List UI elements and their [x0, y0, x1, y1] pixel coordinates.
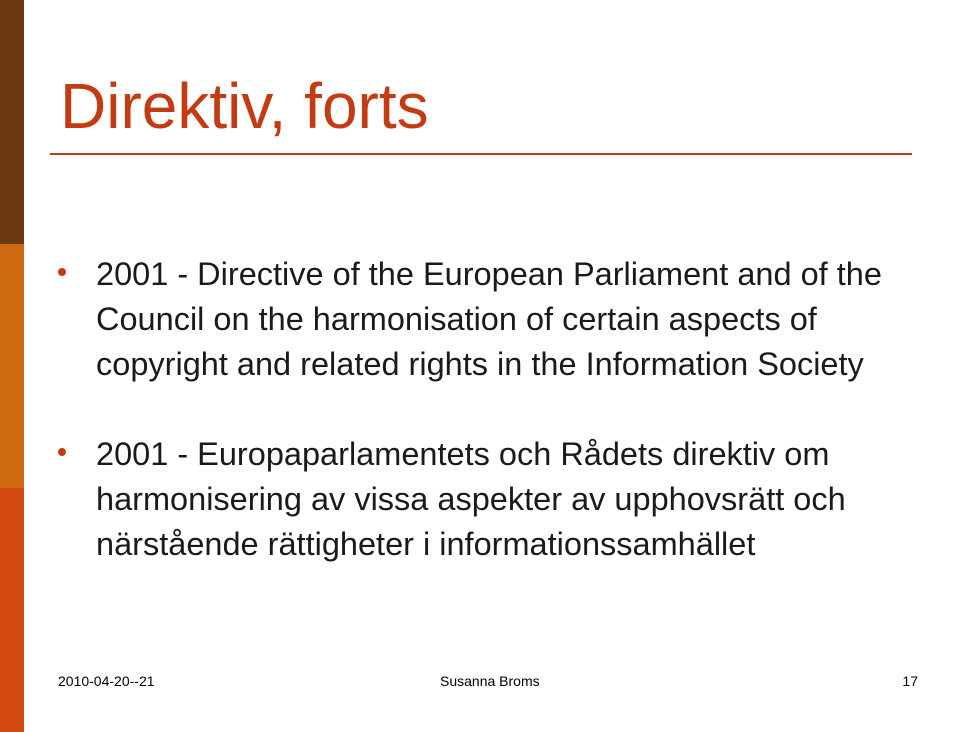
title-underline	[50, 153, 912, 155]
side-accent-bar	[0, 0, 24, 732]
bullet-list	[58, 252, 938, 612]
side-bar-segment-top	[0, 0, 24, 244]
bullet-text: 2001 - Europaparlamentets och Rådets direktiv om harmonisering av vissa aspekter av upphovsrätt och närstående rättigheter i informationssamhället	[96, 436, 846, 562]
bullet-dot-icon	[58, 448, 66, 456]
bullet-text: 2001 - Directive of the European Parliament and of the Council on the harmonisation of certain aspects of copyright and related rights in the Information Society	[96, 256, 882, 382]
footer-date: 2010-04-20--21	[58, 673, 155, 689]
bullet-item	[58, 252, 938, 387]
bullet-item	[58, 432, 938, 567]
slide-title: Direktiv, forts	[60, 70, 429, 142]
footer-page-number: 17	[902, 673, 918, 689]
side-bar-segment-bottom	[0, 488, 24, 732]
footer-author: Susanna Broms	[440, 673, 540, 689]
side-bar-segment-middle	[0, 244, 24, 488]
bullet-dot-icon	[58, 268, 66, 276]
